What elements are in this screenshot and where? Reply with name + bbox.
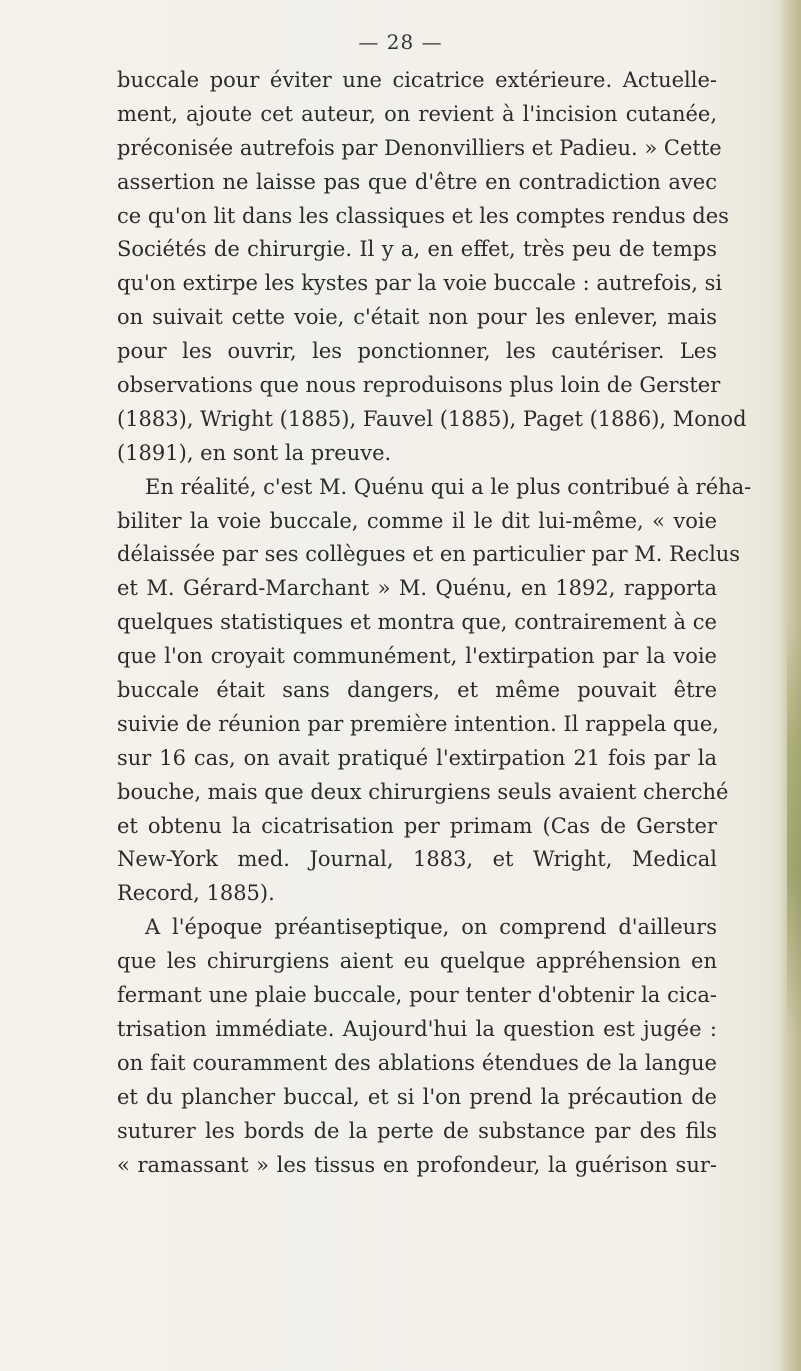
text-line: New-York med. Journal, 1883, et Wright, Medical <box>117 847 717 872</box>
text-line: que les chirurgiens aient eu quelque appréhension en <box>117 949 717 974</box>
text-line: et M. Gérard-Marchant » M. Quénu, en 1892, rapporta <box>117 576 717 601</box>
text-line: on fait couramment des ablations étendues de la langue <box>117 1050 717 1075</box>
text-line: assertion ne laisse pas que d'être en contradiction avec <box>117 169 717 194</box>
text-line: buccale pour éviter une cicatrice extérieure. Actuelle- <box>117 68 717 92</box>
text-line: (1883), Wright (1885), Fauvel (1885), Paget (1886), Monod <box>117 406 747 431</box>
text-line: suivie de réunion par première intention. Il rappela que, <box>117 711 719 736</box>
text-line: A l'époque préantiseptique, on comprend d'ailleurs <box>145 915 717 940</box>
text-line: fermant une plaie buccale, pour tenter d'obtenir la cica- <box>117 983 717 1008</box>
text-line: pour les ouvrir, les ponctionner, les cautériser. Les <box>117 339 717 364</box>
text-line: que l'on croyait communément, l'extirpation par la voie <box>117 644 717 669</box>
page-edge-stain <box>787 620 801 1040</box>
text-line: sur 16 cas, on avait pratiqué l'extirpation 21 fois par la <box>117 745 717 770</box>
text-line: quelques statistiques et montra que, contrairement à ce <box>117 610 717 635</box>
text-line: et obtenu la cicatrisation per primam (Cas de Gerster <box>117 813 717 838</box>
page-number: — 28 — <box>358 30 443 54</box>
body-text <box>117 64 752 1182</box>
text-line: on suivait cette voie, c'était non pour les enlever, mais <box>117 305 717 330</box>
text-line: En réalité, c'est M. Quénu qui a le plus contribué à réha- <box>145 474 752 499</box>
text-line: buccale était sans dangers, et même pouvait être <box>117 678 717 703</box>
text-line: et du plancher buccal, et si l'on prend la précaution de <box>117 1084 717 1109</box>
text-line: Sociétés de chirurgie. Il y a, en effet, très peu de temps <box>117 237 717 262</box>
text-line: préconisée autrefois par Denonvilliers et Padieu. » Cette <box>117 135 722 160</box>
text-line: bouche, mais que deux chirurgiens seuls avaient cherché <box>117 779 729 804</box>
text-line: délaissée par ses collègues et en particulier par M. Reclus <box>117 542 741 567</box>
text-line: observations que nous reproduisons plus loin de Gerster <box>117 373 721 398</box>
text-line: ce qu'on lit dans les classiques et les comptes rendus des <box>117 203 729 228</box>
text-line: trisation immédiate. Aujourd'hui la question est jugée : <box>117 1016 717 1041</box>
text-line: « ramassant » les tissus en profondeur, la guérison sur- <box>117 1152 717 1177</box>
text-line: suturer les bords de la perte de substance par des fils <box>117 1118 717 1143</box>
text-line: Record, 1885). <box>117 881 275 906</box>
text-line: ment, ajoute cet auteur, on revient à l'incision cutanée, <box>117 101 717 126</box>
text-line: qu'on extirpe les kystes par la voie buccale : autrefois, si <box>117 271 723 296</box>
text-line: (1891), en sont la preuve. <box>117 440 392 465</box>
text-line: biliter la voie buccale, comme il le dit lui-même, « voie <box>117 508 717 533</box>
